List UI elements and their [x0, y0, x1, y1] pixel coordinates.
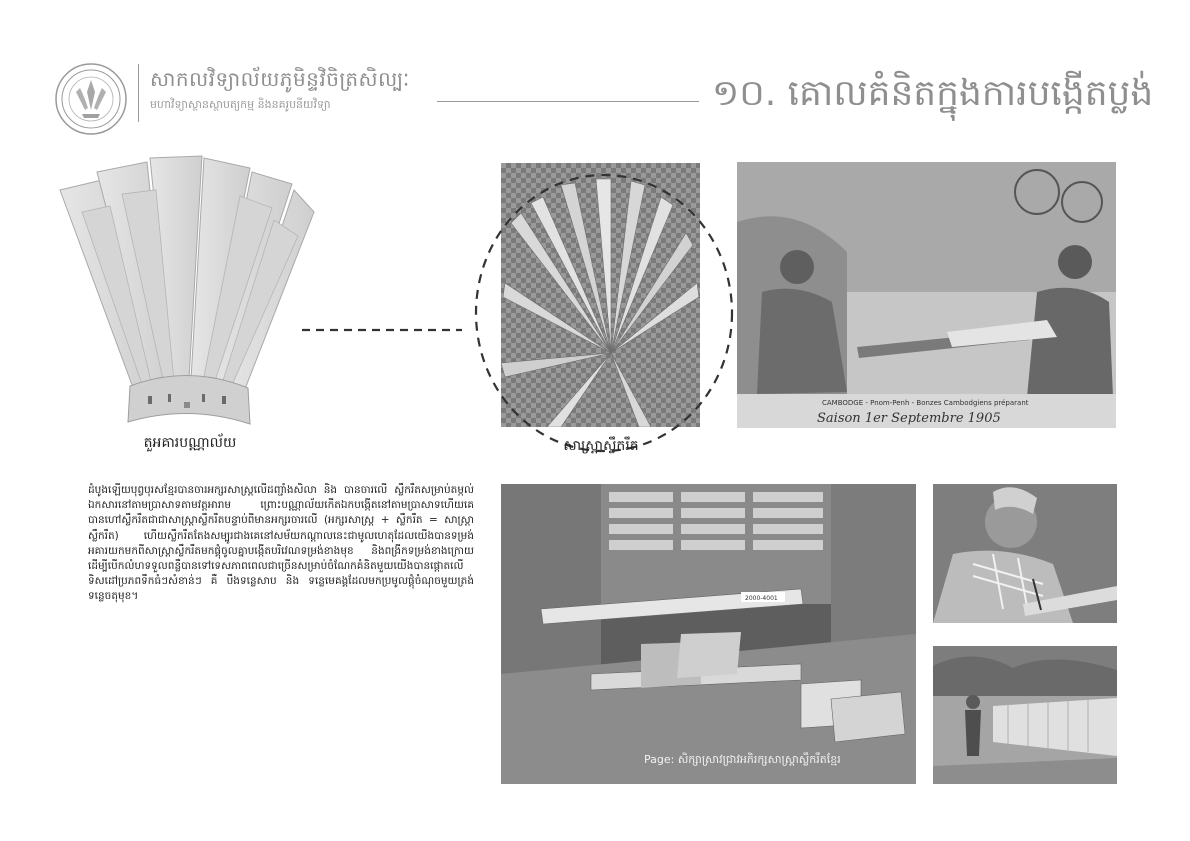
postcard-handwriting: Saison 1er Septembre 1905: [817, 411, 1001, 426]
dashed-circle-highlight: [468, 168, 740, 458]
body-paragraph: ដំបូងឡើយបុព្វបុរសខ្មែរបានចារអក្សរសាស្ត្រលើដញ្ជាំងសិលា និង បានចារលើ ស្លឹករឹតសម្រាប់តម្កល់ឯកសារនៅតាមប្រាសាទតាមវត្តអារាម ព្រោះបណ្ណាល័យកើតឯកបង្កើតនៅតាមប្រាសាទហើយគេបានហៅស្លឹករឹតជាជាសាស្ត្រាស្លឹករឹតបន្ទាប់ពីមានអក្សរចារលើ (អក្សរសាស្ត្រ + ស្លឹករឹត = សាស្ត្រាស្លឹករឹត) ហើយស្លឹករឹតតែងសម្បូរជាងគេនៅសម័យកណ្តាលនេះជាមូលហេតុដែលយើងបានទម្រង់អគារយកមកពីសាស្ត្រាស្លឹករឹតមកផ្គុំចូលគ្នាបង្កើតបរិវេណទម្រង់ខាងមុខ និងពង្រីកទម្រង់ខាងក្រោយដើម្បីបើកលំហទទួលពន្លឺបានទៅទេសភាពពេលជាច្រើនសម្រាប់ចំណែកគំនិតមួយយើងបានផ្តោតលើទិសដៅប្រភពទឹកធំៗសំខាន់ៗ គឺ បឹងទន្លេសាប និង ទន្លេមេគង្គដែលមកប្រមូលផ្តុំចំណុចមួយត្រង់ទន្លេចតុមុខ។: [88, 484, 474, 603]
university-name: សាកលវិទ្យាល័យភូមិន្ទវិចិត្រសិល្បៈ: [150, 67, 410, 91]
scribe-writing-photo: [933, 484, 1117, 623]
university-subtitle: មហាវិទ្យាស្ថានស្ថាបត្យកម្ម និងនគរូបនីយវិទ្យា: [150, 98, 331, 111]
manuscript-archive-photo: [501, 484, 916, 784]
monks-postcard-photo: [737, 162, 1116, 428]
postcard-caption: CAMBODGE - Pnom-Penh - Bonzes Cambodgiens préparant: [822, 399, 1029, 407]
header-rule: [437, 101, 699, 102]
library-model-render: [52, 150, 320, 432]
palm-leaf-caption: សាស្ត្រាស្លឹករឹត: [563, 438, 639, 454]
manuscript-label: 2000-4001: [745, 595, 778, 602]
library-model-caption: តួអគារបណ្ណាល័យ: [143, 435, 237, 451]
dashed-connector: [300, 320, 465, 340]
university-logo: [54, 62, 128, 136]
drying-palm-leaves-photo: [933, 646, 1117, 784]
page-title: ១០. គោលគំនិតក្នុងការបង្កើតប្លង់: [712, 73, 1154, 114]
header-divider: [138, 64, 139, 122]
photo-credit: Page: សិក្សាស្រាវជ្រាវអភិរក្សសាស្ត្រាស្លឹករឹតខ្មែរ: [644, 753, 841, 766]
